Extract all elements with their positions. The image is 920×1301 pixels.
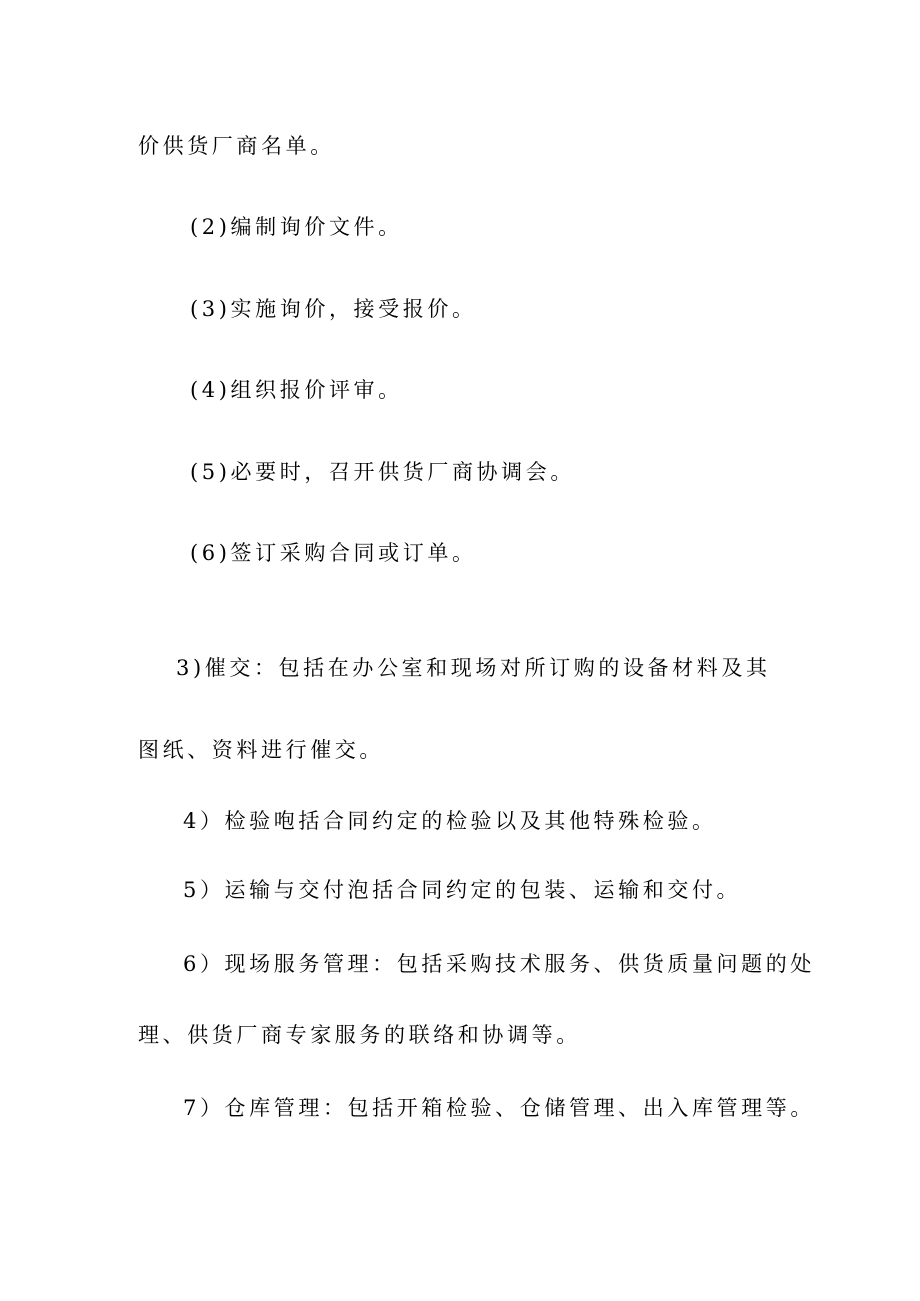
text-line: 理、供货厂商专家服务的联络和协调等。: [138, 1023, 581, 1047]
text-line: (6)签订采购合同或订单。: [190, 541, 477, 565]
text-line: 价供货厂商名单。: [138, 134, 335, 158]
text-line: (5)必要时，召开供货厂商协调会。: [190, 460, 575, 484]
text-line: (3)实施询价，接受报价。: [190, 297, 477, 321]
text-line: 图纸、资料进行催交。: [138, 738, 384, 762]
text-line: 3)催交：包括在办公室和现场对所订购的设备材料及其: [176, 656, 771, 680]
text-line: (2)编制询价文件。: [190, 215, 403, 239]
text-line: 5）运输与交付泡括合同约定的包装、运输和交付。: [183, 878, 742, 902]
text-line: 7）仓库管理：包括开箱检验、仓储管理、出入库管理等。: [183, 1096, 815, 1120]
text-line: 6）现场服务管理：包括采购技术服务、供货质量问题的处: [183, 952, 815, 976]
text-line: 4）检验咆括合同约定的检验以及其他特殊检验。: [183, 809, 717, 833]
text-line: (4)组织报价评审。: [190, 378, 403, 402]
